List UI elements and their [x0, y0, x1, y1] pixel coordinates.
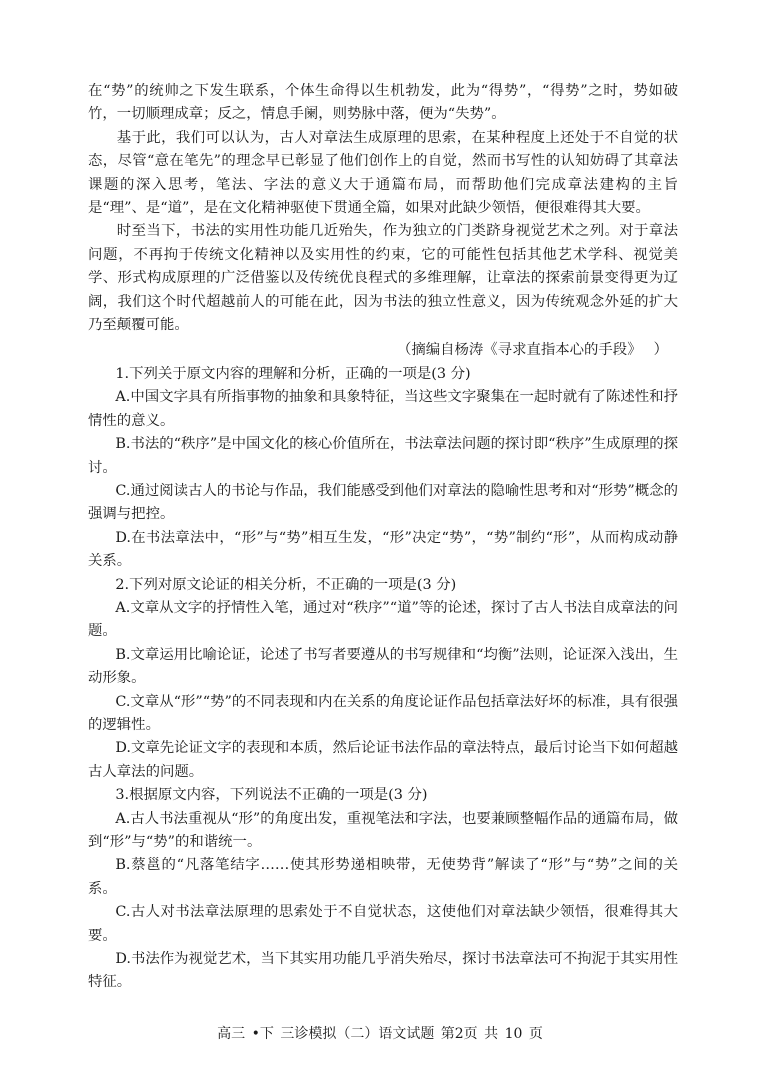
- question-stem: 2.下列对原文论证的相关分析，不正确的一项是(3 分): [115, 576, 457, 593]
- page-content: [88, 80, 678, 995]
- question-option: B.文章运用比喻论证，论述了书写者要遵从的书写规律和“均衡”法则，论证深入浅出，生动形象。: [88, 646, 678, 687]
- question-stem: 3.根据原文内容，下列说法不正确的一项是(3 分): [115, 787, 428, 804]
- article-paragraph: 时至当下，书法的实用性功能几近殆失，作为独立的门类跻身视觉艺术之列。对于章法问题，不再拘于传统文化精神以及实用性的约束，它的可能性包括其他艺术学科、视觉美学、形式构成原理的广泛借鉴以及传统优良程式的多维理解，让章法的探索前景变得更为辽阔，我们这个时代超越前人的可能在此，因为书法的独立性意义，因为传统观念外延的扩大乃至颠覆可能。: [88, 223, 678, 334]
- page-footer: 高三 •下 三诊模拟（二）语文试题 第2页 共 10 页: [217, 1026, 543, 1042]
- article-paragraph: 基于此，我们可以认为，古人对章法生成原理的思索，在某种程度上还处于不自觉的状态，尽管“意在笔先”的理念早已彰显了他们创作上的自觉，然而书写性的认知妨碍了其章法课题的深入思考，笔法、字法的意义大于通篇布局，而帮助他们完成章法建构的主旨是“理”、是“道”，是在文化精神驱使下贯通全篇，如果对此缺少领悟，便很难得其大要。: [88, 129, 678, 217]
- question-stem: 1.下列关于原文内容的理解和分析，正确的一项是(3 分): [115, 365, 471, 382]
- question-option: D.书法作为视觉艺术，当下其实用功能几乎消失殆尽，探讨书法章法可不拘泥于其实用性特征。: [88, 951, 678, 991]
- article-paragraph: 在“势”的统帅之下发生联系，个体生命得以生机勃发，此为“得势”，“得势”之时，势如破竹，一切顺理成章；反之，情息手阑，则势脉中落，便为“失势”。: [88, 83, 678, 123]
- question-option: B.书法的“秩序”是中国文化的核心价值所在，书法章法问题的探讨即“秩序”生成原理的探讨。: [88, 436, 679, 476]
- question-option: B.蔡邕的“凡落笔结字……使其形势递相映带，无使势背”解读了“形”与“势”之间的关系。: [88, 857, 678, 897]
- question-option: C.通过阅读古人的书论与作品，我们能感受到他们对章法的隐喻性思考和对“形势”概念的强调与把控。: [88, 482, 678, 523]
- question-option: A.古人书法重视从“形”的角度出发，重视笔法和字法，也要兼顾整幅作品的通篇布局，做到“形”与“势”的和谐统一。: [88, 810, 678, 850]
- question-option: C.文章从“形”“势”的不同表现和内在关系的角度论证作品包括章法好坏的标准，具有很强的逻辑性。: [88, 693, 678, 733]
- question-option: A.文章从文字的抒情性入笔，通过对“秩序”“道”等的论述，探讨了古人书法自成章法的问题。: [88, 599, 678, 640]
- question-option: D.在书法章法中，“形”与“势”相互生发，“形”决定“势”，“势”制约“形”，从而构成动静关系。: [88, 529, 678, 570]
- question-option: A.中国文字具有所指事物的抽象和具象特征，当这些文字聚集在一起时就有了陈述性和抒情性的意义。: [88, 389, 678, 429]
- source-close-paren: ）: [653, 342, 668, 359]
- question-option: C.古人对书法章法原理的思索处于不自觉状态，这使他们对章法缺少领悟，很难得其大要。: [88, 904, 678, 944]
- source-citation: （摘编自杨涛《寻求直指本心的手段》: [396, 342, 642, 359]
- article-source: [88, 339, 678, 362]
- question-option: D.文章先论证文字的表现和本质，然后论证书法作品的章法特点，最后讨论当下如何超越古人章法的问题。: [88, 740, 678, 780]
